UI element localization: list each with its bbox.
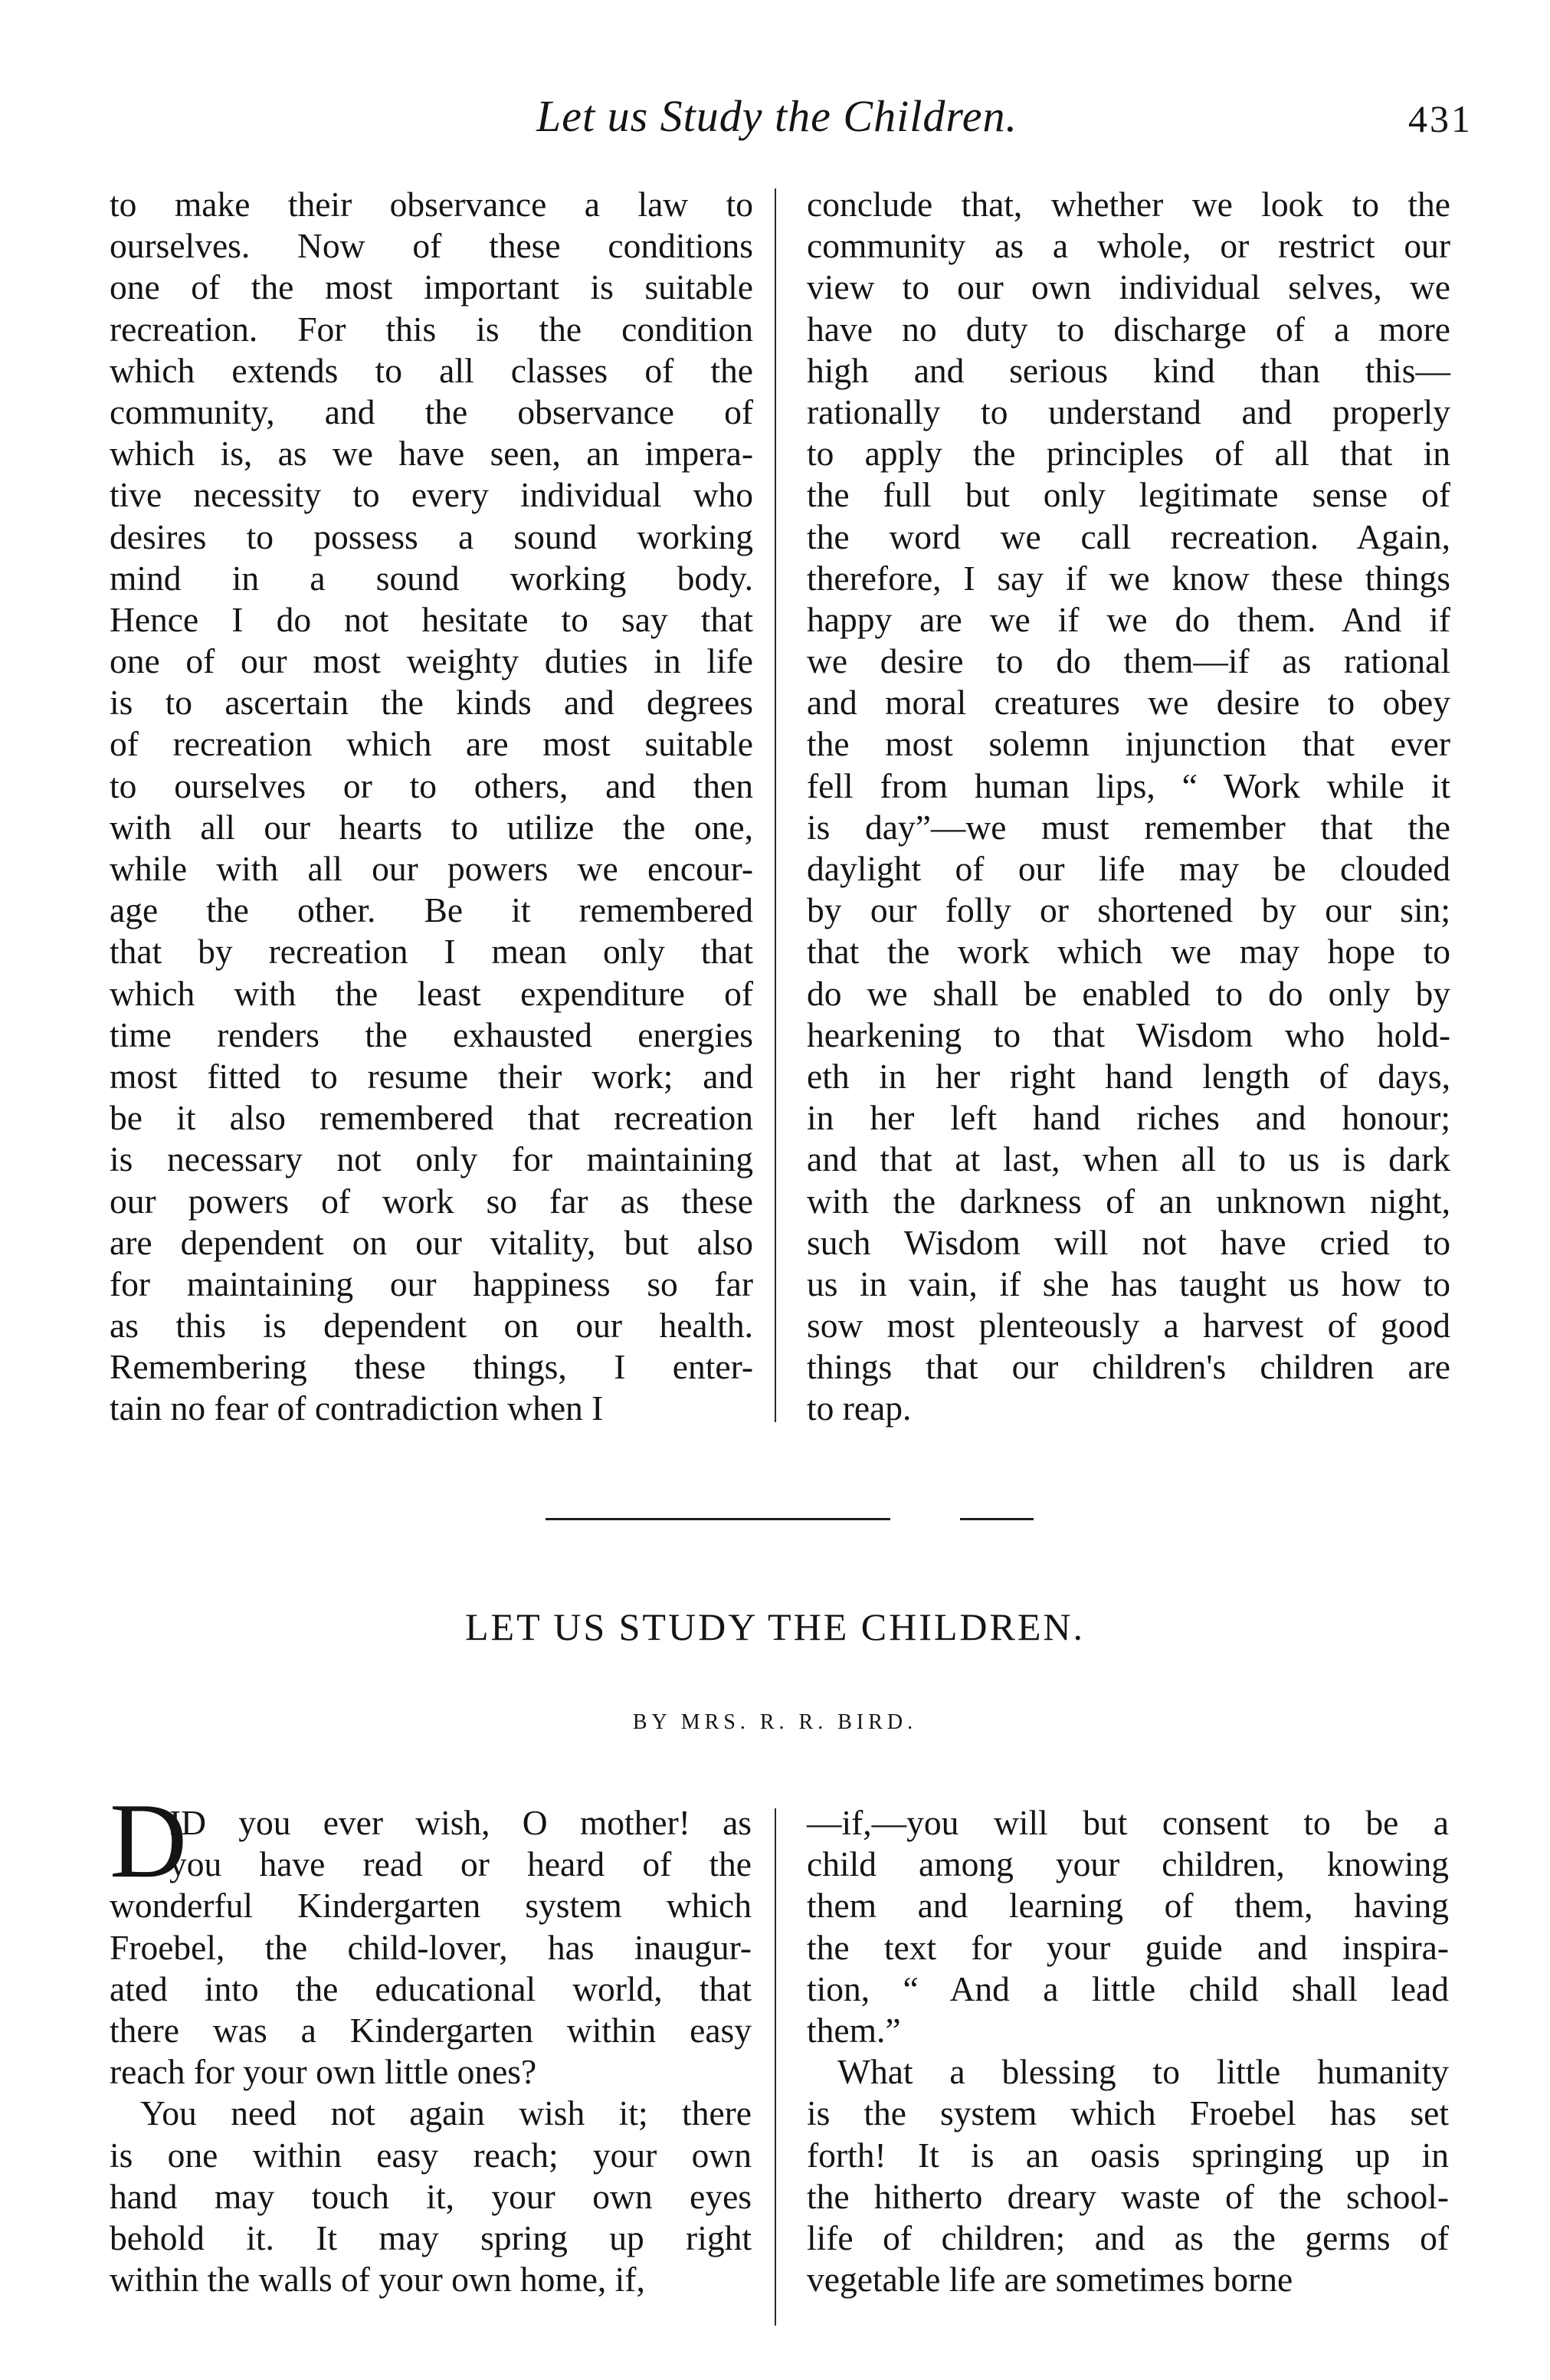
text-line: the hitherto dreary waste of the school-: [807, 2176, 1449, 2216]
text-line: that the work which we may hope to: [807, 932, 1450, 972]
text-line: time renders the exhausted energies: [110, 1015, 753, 1054]
text-line: there was a Kindergarten within easy: [110, 2010, 752, 2050]
text-line: them and learning of them, having: [807, 1886, 1449, 1926]
text-line: is one within easy reach; your own: [110, 2135, 752, 2175]
text-line: you have read or heard of the: [169, 1844, 752, 1884]
text-line: things that our children's children are: [807, 1347, 1450, 1387]
text-line: of recreation which are most suitable: [110, 724, 753, 764]
text-line: we desire to do them—if as rational: [807, 641, 1450, 681]
text-line: forth! It is an oasis springing up in: [807, 2135, 1449, 2175]
text-line: with the darkness of an unknown night,: [807, 1181, 1450, 1221]
text-line: and that at last, when all to us is dark: [807, 1139, 1450, 1179]
article-byline: BY MRS. R. R. BIRD.: [632, 1710, 918, 1734]
text-line: behold it. It may spring up right: [110, 2218, 752, 2257]
text-line: have no duty to discharge of a more: [807, 309, 1450, 349]
text-line: conclude that, whether we look to the: [807, 185, 1450, 224]
text-line: ated into the educational world, that: [110, 1969, 752, 2008]
text-line: by our folly or shortened by our sin;: [807, 890, 1450, 930]
article-left-column: [110, 1802, 752, 2300]
drop-cap: D: [110, 1782, 188, 1900]
text-line: rationally to understand and properly: [807, 392, 1450, 431]
text-line: the text for your guide and inspira-: [807, 1927, 1449, 1967]
text-line: happy are we if we do them. And if: [807, 599, 1450, 639]
text-line: desires to possess a sound working: [110, 516, 753, 556]
article-right-column: [807, 1802, 1449, 2300]
text-line: hand may touch it, your own eyes: [110, 2176, 752, 2216]
text-line: sow most plenteously a harvest of good: [807, 1306, 1450, 1346]
text-line: to make their observance a law to: [110, 185, 753, 224]
text-line: What a blessing to little humanity: [837, 2052, 1449, 2092]
text-line: tain no fear of contradiction when I: [110, 1388, 604, 1428]
text-line: that by recreation I mean only that: [110, 932, 753, 972]
text-line: —if,—you will but consent to be a: [807, 1803, 1449, 1842]
text-line: You need not again wish it; there: [140, 2093, 752, 2133]
text-line: most fitted to resume their work; and: [110, 1056, 753, 1096]
text-line: the word we call recreation. Again,: [807, 516, 1450, 556]
text-line: Froebel, the child-lover, has inaugur-: [110, 1927, 752, 1967]
column-divider-bottom: [775, 1808, 776, 2326]
text-line: while with all our powers we encour-: [110, 849, 753, 888]
text-line: to apply the principles of all that in: [807, 434, 1450, 474]
text-line: the most solemn injunction that ever: [807, 724, 1450, 764]
left-column-text: [110, 184, 753, 1430]
text-line: child among your children, knowing: [807, 1844, 1449, 1884]
text-line: recreation. For this is the condition: [110, 309, 753, 349]
text-line: vegetable life are sometimes borne: [807, 2260, 1293, 2300]
text-line: hearkening to that Wisdom who hold-: [807, 1015, 1450, 1054]
article-title: LET US STUDY THE CHILDREN.: [464, 1605, 1085, 1648]
text-line: life of children; and as the germs of: [807, 2218, 1449, 2257]
text-line: ourselves. Now of these conditions: [110, 226, 753, 266]
text-line: one of the most important is suitable: [110, 267, 753, 307]
text-line: to reap.: [807, 1388, 912, 1428]
text-line: is necessary not only for maintaining: [110, 1139, 753, 1179]
text-line: us in vain, if she has taught us how to: [807, 1264, 1450, 1303]
text-line: such Wisdom will not have cried to: [807, 1222, 1450, 1262]
text-line: high and serious kind than this—: [807, 350, 1450, 390]
text-line: is to ascertain the kinds and degrees: [110, 683, 753, 723]
text-line: with all our hearts to utilize the one,: [110, 807, 753, 847]
text-line: is day”—we must remember that the: [807, 807, 1450, 847]
text-line: as this is dependent on our health.: [110, 1306, 753, 1346]
text-line: them.”: [807, 2010, 901, 2050]
text-line: ID you ever wish, O mother! as: [169, 1803, 752, 1842]
text-line: age the other. Be it remembered: [110, 890, 753, 930]
text-line: Remembering these things, I enter-: [110, 1347, 753, 1387]
text-line: community as a whole, or restrict our: [807, 226, 1450, 266]
right-column-text: [807, 184, 1450, 1430]
text-line: is the system which Froebel has set: [807, 2093, 1449, 2133]
text-line: in her left hand riches and honour;: [807, 1098, 1450, 1138]
text-line: within the walls of your own home, if,: [110, 2260, 645, 2300]
running-title: Let us Study the Children.: [536, 91, 1017, 141]
text-line: therefore, I say if we know these things: [807, 558, 1450, 598]
text-line: wonderful Kindergarten system which: [110, 1886, 752, 1926]
column-divider-top: [775, 188, 776, 1422]
text-line: community, and the observance of: [110, 392, 753, 431]
text-line: our powers of work so far as these: [110, 1181, 753, 1221]
text-line: be it also remembered that recreation: [110, 1098, 753, 1138]
text-line: daylight of our life may be clouded: [807, 849, 1450, 888]
text-line: the full but only legitimate sense of: [807, 475, 1450, 515]
section-divider-short: [960, 1518, 1034, 1520]
text-line: fell from human lips, “ Work while it: [807, 765, 1450, 805]
text-line: view to our own individual selves, we: [807, 267, 1450, 307]
page-number: 431: [1408, 97, 1473, 140]
text-line: reach for your own little ones?: [110, 2052, 537, 2092]
text-line: which is, as we have seen, an impera-: [110, 434, 753, 474]
text-line: mind in a sound working body.: [110, 558, 753, 598]
section-divider-long: [546, 1518, 890, 1520]
text-line: which extends to all classes of the: [110, 350, 753, 390]
text-line: do we shall be enabled to do only by: [807, 973, 1450, 1013]
text-line: to ourselves or to others, and then: [110, 765, 753, 805]
text-line: for maintaining our happiness so far: [110, 1264, 753, 1303]
text-line: eth in her right hand length of days,: [807, 1056, 1450, 1096]
text-line: tive necessity to every individual who: [110, 475, 753, 515]
text-line: and moral creatures we desire to obey: [807, 683, 1450, 723]
text-line: tion, “ And a little child shall lead: [807, 1969, 1449, 2008]
text-line: which with the least expenditure of: [110, 973, 753, 1013]
text-line: one of our most weighty duties in life: [110, 641, 753, 681]
text-line: are dependent on our vitality, but also: [110, 1222, 753, 1262]
text-line: Hence I do not hesitate to say that: [110, 599, 753, 639]
